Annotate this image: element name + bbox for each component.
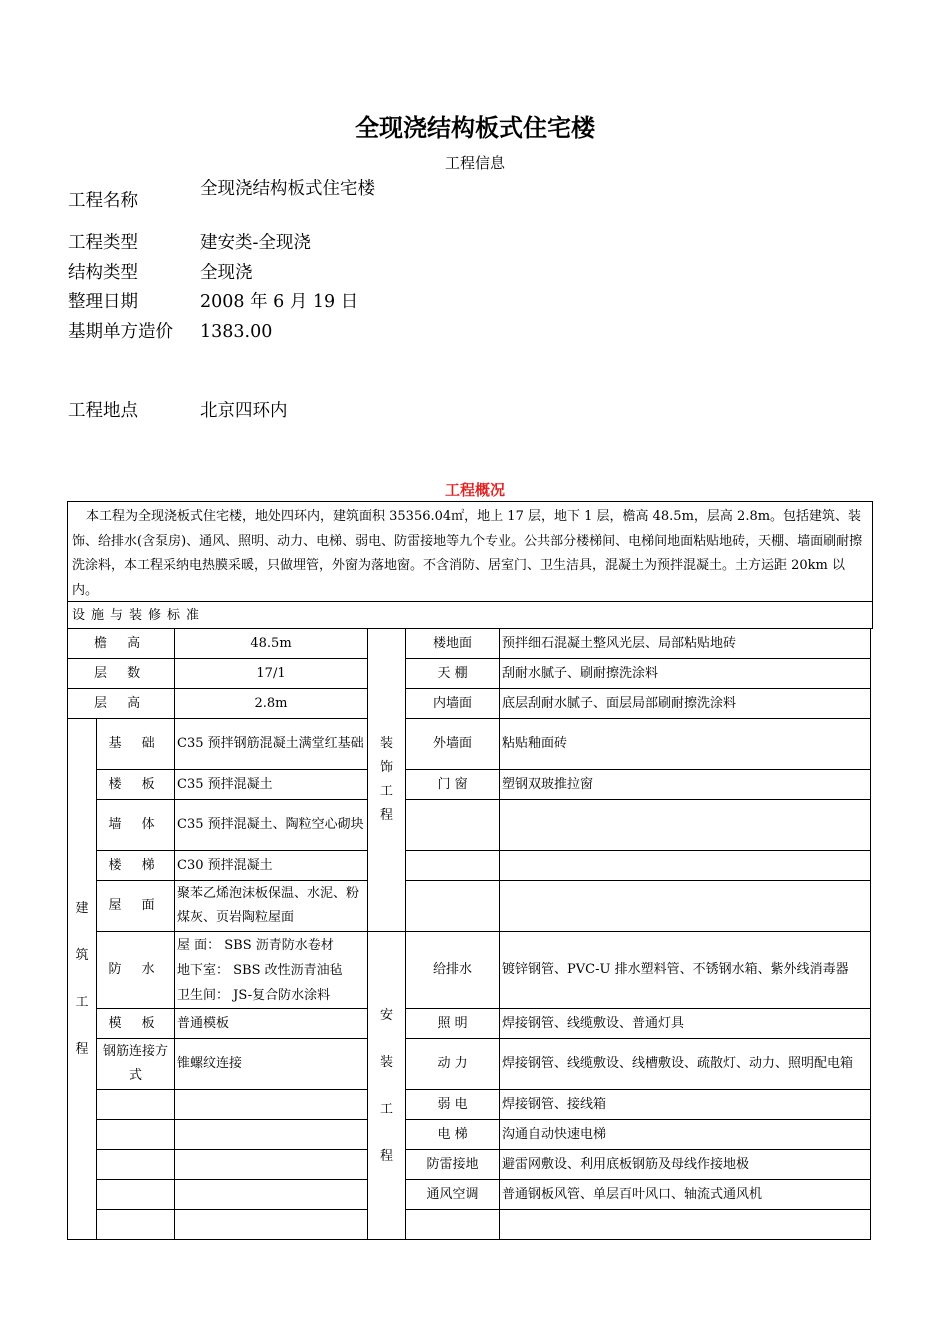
cell-empty <box>175 1090 368 1120</box>
cell-desc: C30 预拌混凝土 <box>175 851 368 881</box>
cell-item: 防 水 <box>97 932 175 1009</box>
overview-title: 工程概况 <box>444 481 505 499</box>
install-group-label: 安 装 工 程 <box>368 932 406 1240</box>
cell-desc: C35 预拌钢筋混凝土满堂红基础 <box>175 719 368 770</box>
info-value: 建安类-全现浇 <box>200 233 311 253</box>
cell-item: 动 力 <box>406 1039 500 1090</box>
cell-eave-label: 檐 高 <box>68 629 175 659</box>
cell-desc: 预拌细石混凝土整风光层、局部粘贴地砖 <box>500 629 871 659</box>
cell-item: 楼 梯 <box>97 851 175 881</box>
cell-floors-label: 层 数 <box>68 659 175 689</box>
cell-desc-waterproof <box>175 932 368 1009</box>
cell-floors-value: 17/1 <box>175 659 368 689</box>
info-label: 工程类型 <box>68 233 138 253</box>
cell-desc: C35 预拌混凝土、陶粒空心砌块 <box>175 800 368 851</box>
cell-item: 天 棚 <box>406 659 500 689</box>
cell-item: 通风空调 <box>406 1180 500 1210</box>
info-value: 2008 年 6 月 19 日 <box>200 292 359 312</box>
cell-desc: 塑钢双玻推拉窗 <box>500 770 871 800</box>
cell-empty <box>500 1210 871 1240</box>
waterproof-basement: 地下室： SBS 改性沥青油毡 <box>177 962 343 978</box>
cell-item: 防雷接地 <box>406 1150 500 1180</box>
info-label: 基期单方造价 <box>68 322 173 342</box>
page-title: 全现浇结构板式住宅楼 <box>355 113 595 142</box>
cell-eave-value: 48.5m <box>175 629 368 659</box>
cell-empty <box>97 1150 175 1180</box>
waterproof-roof: 屋 面： SBS 沥青防水卷材 <box>177 937 334 953</box>
cell-empty <box>97 1210 175 1240</box>
info-label: 工程地点 <box>68 401 138 421</box>
cell-item: 弱 电 <box>406 1090 500 1120</box>
cell-item: 墙 体 <box>97 800 175 851</box>
info-label: 工程名称 <box>68 191 138 211</box>
cell-item: 门 窗 <box>406 770 500 800</box>
cell-empty <box>406 800 500 851</box>
cell-empty <box>406 881 500 932</box>
cell-desc: 底层刮耐水腻子、面层局部刷耐擦洗涂料 <box>500 689 871 719</box>
build-group-label: 建 筑 工 程 <box>68 719 97 1240</box>
cell-empty <box>500 881 871 932</box>
cell-item: 内墙面 <box>406 689 500 719</box>
page-subtitle: 工程信息 <box>444 154 505 172</box>
cell-height-label: 层 高 <box>68 689 175 719</box>
cell-desc: 沟通自动快速电梯 <box>500 1120 871 1150</box>
standards-table <box>67 628 871 1240</box>
cell-empty <box>175 1120 368 1150</box>
overview-description: 本工程为全现浇板式住宅楼，地处四环内，建筑面积 35356.04㎡，地上 17 层，地下 1 层，檐高 48.5m，层高 2.8m。包括建筑、装饰、给排水(含泵房)、通风、照明、动力、电梯、弱电、防雷接地等九个专业。公共部分楼梯间、电梯间地面粘贴地砖，天棚、墙面刷耐擦洗涂料，本工程采纳电热膜采暖，只做埋管，外窗为落地窗。不含消防、居室门、卫生洁具，混凝土为预拌混凝土。土方运距 20km 以内。 <box>67 501 873 602</box>
info-label: 结构类型 <box>68 263 138 283</box>
deco-group-label: 装 饰 工 程 <box>368 629 406 932</box>
cell-item: 照 明 <box>406 1009 500 1039</box>
cell-desc: 焊接钢管、线缆敷设、线槽敷设、疏散灯、动力、照明配电箱 <box>500 1039 871 1090</box>
info-value: 全现浇 <box>200 263 253 283</box>
cell-item: 楼地面 <box>406 629 500 659</box>
cell-desc: 避雷网敷设、利用底板钢筋及母线作接地极 <box>500 1150 871 1180</box>
cell-desc: 锥螺纹连接 <box>175 1039 368 1090</box>
cell-desc: 焊接钢管、线缆敷设、普通灯具 <box>500 1009 871 1039</box>
info-value: 全现浇结构板式住宅楼 <box>200 179 375 199</box>
cell-desc: 焊接钢管、接线箱 <box>500 1090 871 1120</box>
cell-empty <box>97 1090 175 1120</box>
cell-item: 外墙面 <box>406 719 500 770</box>
info-value: 1383.00 <box>200 322 273 342</box>
cell-desc: 粘贴釉面砖 <box>500 719 871 770</box>
info-value: 北京四环内 <box>200 401 288 421</box>
cell-empty <box>97 1180 175 1210</box>
cell-empty <box>175 1150 368 1180</box>
standards-label: 设施与装修标准 <box>67 601 873 629</box>
cell-height-value: 2.8m <box>175 689 368 719</box>
waterproof-bathroom: 卫生间： JS-复合防水涂料 <box>177 987 331 1003</box>
cell-item: 屋 面 <box>97 881 175 932</box>
cell-item: 模 板 <box>97 1009 175 1039</box>
cell-desc: C35 预拌混凝土 <box>175 770 368 800</box>
cell-desc: 普通钢板风管、单层百叶风口、轴流式通风机 <box>500 1180 871 1210</box>
cell-desc: 刮耐水腻子、刷耐擦洗涂料 <box>500 659 871 689</box>
cell-desc: 普通模板 <box>175 1009 368 1039</box>
cell-empty <box>500 800 871 851</box>
cell-item: 楼 板 <box>97 770 175 800</box>
cell-empty <box>406 851 500 881</box>
cell-empty <box>406 1210 500 1240</box>
cell-empty <box>175 1180 368 1210</box>
cell-empty <box>175 1210 368 1240</box>
cell-item: 基 础 <box>97 719 175 770</box>
cell-empty <box>500 851 871 881</box>
cell-item: 电 梯 <box>406 1120 500 1150</box>
info-label: 整理日期 <box>68 292 138 312</box>
cell-item: 给排水 <box>406 932 500 1009</box>
cell-desc: 聚苯乙烯泡沫板保温、水泥、粉煤灰、页岩陶粒屋面 <box>175 881 368 932</box>
cell-desc: 镀锌钢管、PVC-U 排水塑料管、不锈钢水箱、紫外线消毒器 <box>500 932 871 1009</box>
cell-item: 钢筋连接方式 <box>97 1039 175 1090</box>
cell-empty <box>97 1120 175 1150</box>
